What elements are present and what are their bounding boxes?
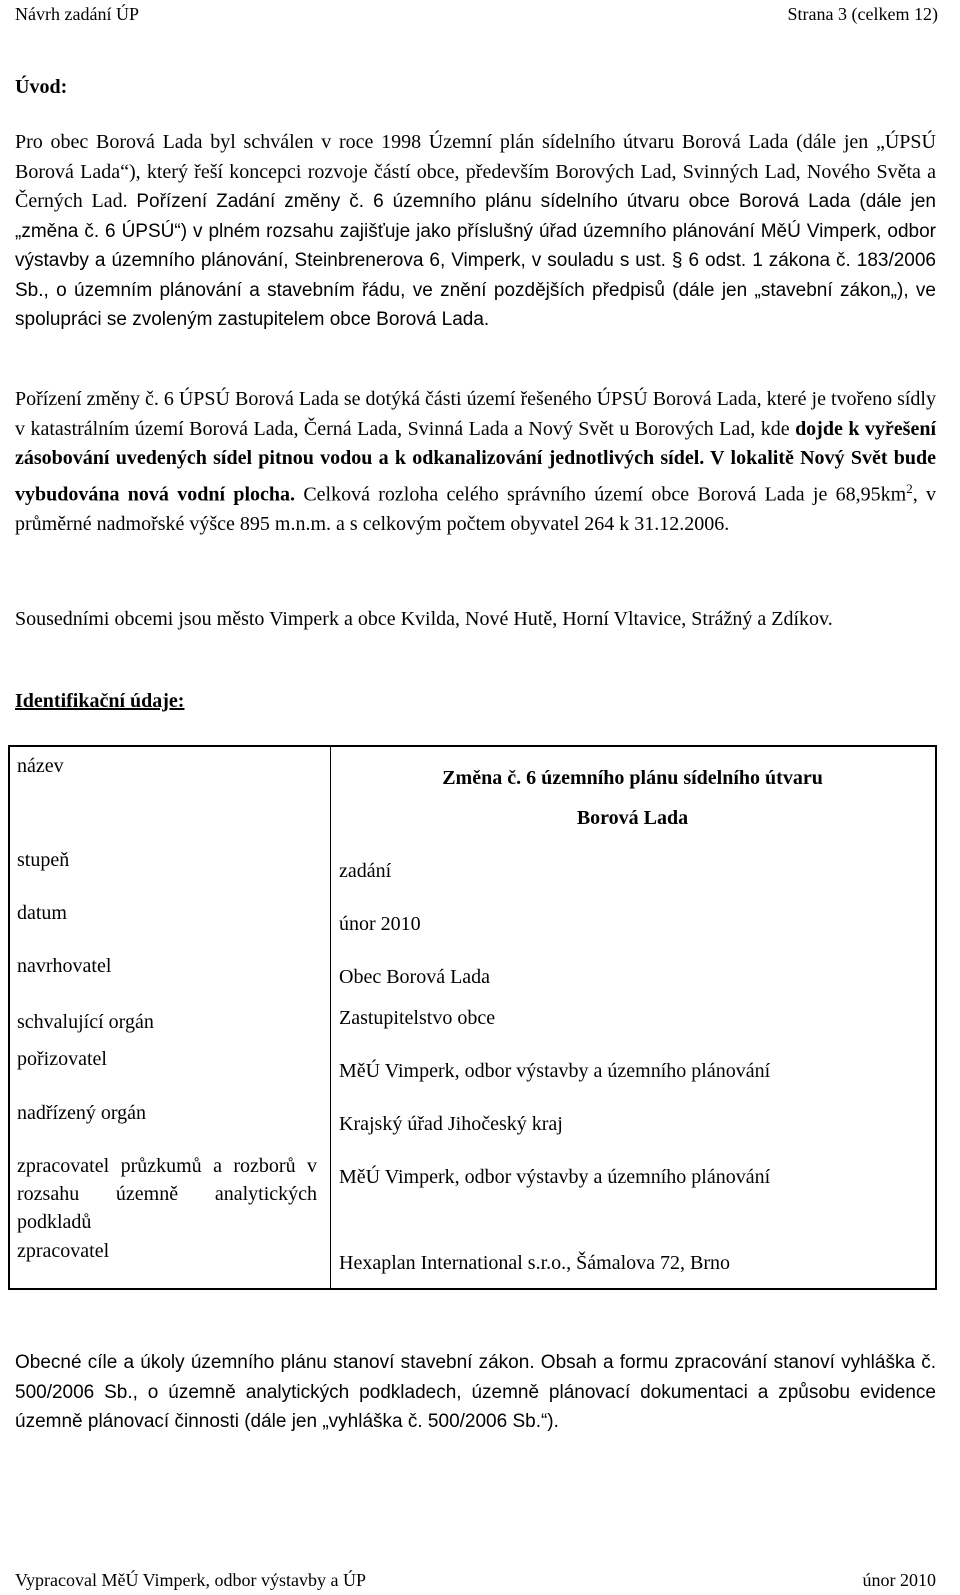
identification-table (8, 745, 937, 1290)
intro-p1-part-a: Pro obec Borová Lada byl schválen v roce 1998 Územní plán sídelního útvaru Borová Lada (dále jen „ÚPSÚ Borová Lada“), který řeší koncepci rozvoje částí obce, především Borových Lad, Svinných Lad, Nového Světa a Černých Lad. (15, 131, 936, 212)
label-porizovatel: pořizovatel (17, 1048, 107, 1070)
neighbours-text: Sousedními obcemi jsou město Vimperk a obce Kvilda, Nové Hutě, Horní Vltavice, Strážný a Zdíkov. (15, 608, 833, 630)
value-nazev-line2: Borová Lada (576, 807, 689, 829)
value-nadrizeny: Krajský úřad Jihočeský kraj (339, 1113, 563, 1135)
identification-section (15, 690, 936, 713)
label-nazev: název (17, 755, 64, 777)
footer-author: Vypracoval MěÚ Vimperk, odbor výstavby a ÚP (15, 1570, 367, 1590)
intro-paragraph-3 (15, 605, 936, 635)
label-zpracovatel: zpracovatel (17, 1240, 110, 1262)
value-nazev-line1: Změna č. 6 územního plánu sídelního útvaru (442, 767, 823, 789)
intro-paragraph-2 (15, 385, 936, 539)
intro-paragraph-1 (15, 128, 936, 335)
closing-section (15, 1348, 936, 1437)
label-datum: datum (17, 902, 67, 924)
label-nadrizeny: nadřízený orgán (17, 1102, 147, 1124)
intro-p2-part-a: Pořízení změny č. 6 ÚPSÚ Borová Lada se dotýká části území řešeného ÚPSÚ Borová Lada, které je tvořeno sídly v katastrálním území Borová Lada, Černá Lada, Svinná Lada a Nový Svět u Borových Lad, kde (15, 388, 936, 440)
intro-p2-bold: dojde k vyřešení zásobování uvedených sídel pitnou vodou a k odkanalizování jednotlivých sídel. V lokalitě Nový Svět bude vybudována nová vodní plocha. (15, 417, 936, 506)
value-navrhovatel: Obec Borová Lada (339, 966, 491, 988)
footer-date: únor 2010 (862, 1570, 936, 1590)
value-stupen: zadání (339, 860, 392, 882)
intro-heading: Úvod: (15, 76, 68, 98)
intro-p2-superscript: 2 (906, 480, 913, 496)
label-stupen: stupeň (17, 849, 70, 871)
intro-p2-part-c: Celková rozloha celého správního území obce Borová Lada je 68,95km (295, 483, 907, 506)
value-porizovatel: MěÚ Vimperk, odbor výstavby a územního plánování (339, 1060, 771, 1082)
value-zpracovatel: Hexaplan International s.r.o., Šámalova 72, Brno (339, 1252, 731, 1274)
header-page-number: Strana 3 (celkem 12) (787, 4, 938, 24)
value-schvalujici: Zastupitelstvo obce (339, 1007, 496, 1029)
identification-heading: Identifikační údaje: (15, 690, 185, 712)
intro-p1-part-c: zajišťuje jako příslušný úřad územního plánování MěÚ Vimperk, odbor výstavby a územního plánování, Steinbrenerova 6, Vimperk, v souladu s ust. § 6 odst. 1 zákona č. 183/2006 Sb., o územním plánování a stavebním řádu, ve znění pozdějších předpisů (dále jen „stavební zákon„), ve spolupráci se zvoleným zastupitelem obce Borová Lada. (15, 220, 936, 330)
intro-p2-part-e: , v průměrné nadmořské výšce 895 m.n.m. a s celkovým počtem obyvatel 264 k 31.12.2006. (15, 483, 936, 535)
intro-p1-part-b: Pořízení Zadání změny č. 6 územního plánu sídelního útvaru obce Borová Lada (dále jen „změna č. 6 ÚPSÚ“) v plném rozsahu (15, 191, 936, 242)
closing-text: Obecné cíle a úkoly územního plánu stanoví stavební zákon. Obsah a formu zpracování stanoví vyhláška č. 500/2006 Sb., o územně analytických podkladech, územně plánovací dokumentaci a způsobu evidence územně plánovací činnosti (dále jen „vyhláška č. 500/2006 Sb.“). (15, 1352, 936, 1432)
intro-section (15, 76, 936, 99)
value-datum: únor 2010 (339, 913, 421, 935)
label-zpracovatel-pruzkumu: zpracovatel průzkumů a rozborů v rozsahu územně analytických podkladů (17, 1155, 317, 1233)
header-document-title: Návrh zadání ÚP (15, 4, 139, 24)
label-schvalujici: schvalující orgán (17, 1011, 154, 1033)
label-navrhovatel: navrhovatel (17, 955, 112, 977)
value-zpracovatel-pruzkumu: MěÚ Vimperk, odbor výstavby a územního plánování (339, 1166, 771, 1188)
